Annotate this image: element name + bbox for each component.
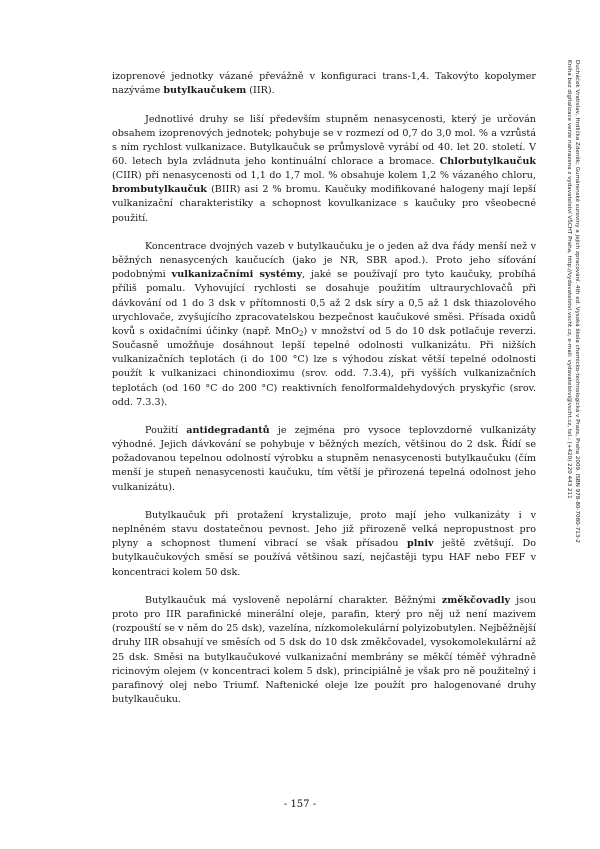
paragraph-3: [112, 240, 536, 410]
paragraph-2: [112, 113, 536, 226]
paragraph-5-text-a: Butylkaučuk při protažení krystalizuje, proto mají jeho vulkanizáty i v neplněném stavu dostatečnou pevnost. Jeho již přirozeně velká nepropustnost pro plyny a schopnost tlumení vibrací se však přísadou: [112, 509, 536, 550]
paragraph-2-text-a: Jednotlivé druhy se liší především stupněm nenasycenosti, který je určován obsahem izoprenových jednotek; pohybuje se v rozmezí od 0,7 do 3,0 mol. % a vzrůstá s ním rychlost vulkanizace. Butylkaučuk se průmyslově vyrábí od 40. let 20. století. V 60. letech byla zvládnuta jeho kontinuální chlorace a bromace.: [112, 113, 536, 167]
paragraph-3-text-c: , jaké se používají pro tyto kaučuky, probíhá příliš pomalu. Vyhovující rychlosti se dosahuje použitím ultraurychlovačů při dávkování od 1 do 3 dsk v přítomnosti 0,5 až 2 dsk síry a 0,5 až 1 dsk thiazolového urychlovače, zvyšujícího zpracovatelskou bezpečnost kaučukové směsi. Přísada oxidů kovů s oxidačními účinky (např. MnO: [112, 269, 536, 337]
term-zmekcovadla: změkčovadly: [441, 594, 511, 606]
subscript-2: 2: [299, 329, 304, 338]
paragraph-4-text-c: je zejména pro vysoce teplovzdorné vulkanizáty výhodné. Jejich dávkování se pohybuje v běžných mezích, většinou do 2 dsk. Řídí se požadovanou tepelnou odolností výrobku a stupněm nenasycenosti butylkaučuku (čím menší je stupeň nenasycenosti kaučuku, tím větší je přirozená tepelná odolnost jeho vulkanizátu).: [112, 425, 536, 493]
paragraph-3-text-a: Koncentrace dvojných vazeb v butylkaučuku je o jeden až dva řády menší než v běžných nenasycených kaučucích (jako je NR, SBR apod.). Proto jeho síťování podobnými: [112, 240, 536, 281]
side-note-line-1: Ducháček Vratislav, Hrdlička Zdeněk: Gumárenské suroviny a jejich zpracování. 4th ed. Vysoká škola chemicko-technologická v Praze, Praha 2009. ISBN 978-80-7080-713-2: [574, 60, 580, 543]
body-text: [112, 70, 536, 721]
paragraph-6-text-a: Butylkaučuk má vysloveně nepolární charakter. Běžnými: [145, 594, 442, 606]
paragraph-1-text-c: (IIR).: [246, 85, 275, 97]
side-note-line-2: Kniha bez digitalizace verze nahrazena z vydavatelství VŠCHT Praha, http://vydavatelstvi.vscht.cz, e-mail: vydavatelstvi@vscht.cz, tel.: (+420) 220 443 211: [566, 60, 572, 499]
paragraph-4: [112, 424, 536, 495]
term-antidegradanty: antidegradantů: [186, 425, 270, 436]
page-number: - 157 -: [283, 799, 317, 810]
paragraph-1-text-a: izoprenové jednotky vázané převážně v konfiguraci trans-1,4. Takovýto kopolymer nazýváme: [112, 71, 536, 97]
paragraph-1: [112, 70, 536, 98]
term-brombutylkaucuk: brombutylkaučuk: [112, 184, 207, 196]
paragraph-2-text-c: (CIIR) při nenasycenosti od 1,1 do 1,7 mol. % obsahuje kolem 1,2 % vázaného chloru,: [112, 170, 536, 182]
paragraph-5: [112, 509, 536, 580]
paragraph-5-text-c: ještě zvětšují. Do butylkaučukových směsí se používá většinou sazí, nejčastěji typu HAF nebo FEF v koncentraci kolem 50 dsk.: [112, 538, 536, 578]
paragraph-3-text-d: ) v množství od 5 do 10 dsk potlačuje reverzi. Současně umožňuje dosáhnout lepší tepelné odolnosti vulkanizátu. Při nižších vulkanizačních teplotách (i do 100 °C) lze s výhodou získat větší tepelné odolnosti použít k vulkanizaci chinondioximu (srov. odd. 7.3.4), při vyšších vulkanizačních teplotách (od 160 °C do 200 °C) reaktivních fenolformaldehydových pryskyřic (srov. odd. 7.3.3).: [112, 325, 537, 408]
term-vulkanizacni-systemy: vulkanizačními systémy: [171, 269, 303, 281]
side-citation-note: [555, 60, 581, 575]
term-plniva: plniv: [407, 538, 434, 550]
term-butylkaucuk: butylkaučukem: [163, 85, 247, 97]
term-chlorbutylkaucuk: Chlorbutylkaučuk: [439, 155, 536, 167]
paragraph-4-text-a: Použití: [145, 425, 187, 436]
paragraph-2-text-e: (BIIR) asi 2 % bromu. Kaučuky modifikované halogeny mají lepší vulkanizační charakteristiky a schopnost kovulkanizace s kaučuky pro všeobecné použití.: [112, 184, 536, 224]
paragraph-6: [112, 594, 536, 707]
paragraph-6-text-c: jsou proto pro IIR parafinické minerální oleje, parafin, který pro něj už není mazivem (rozpouští se v něm do 25 dsk), vazelína, nízkomolekulární polyizobutylen. Nejběžnější druhy IIR obsahují ve směsích od 5 dsk do 10 dsk změkčovadel, vysokomolekulární až 25 dsk. Směsi na butylkaučukové vulkanizační membrány se měkčí téměř výhradně ricinovým olejem (v koncentraci kolem 5 dsk), principiálně je však pro ně použitelný i parafinový olej nebo Triumf. Naftenické oleje lze použít pro halogenované druhy butylkaučuku.: [112, 594, 536, 706]
